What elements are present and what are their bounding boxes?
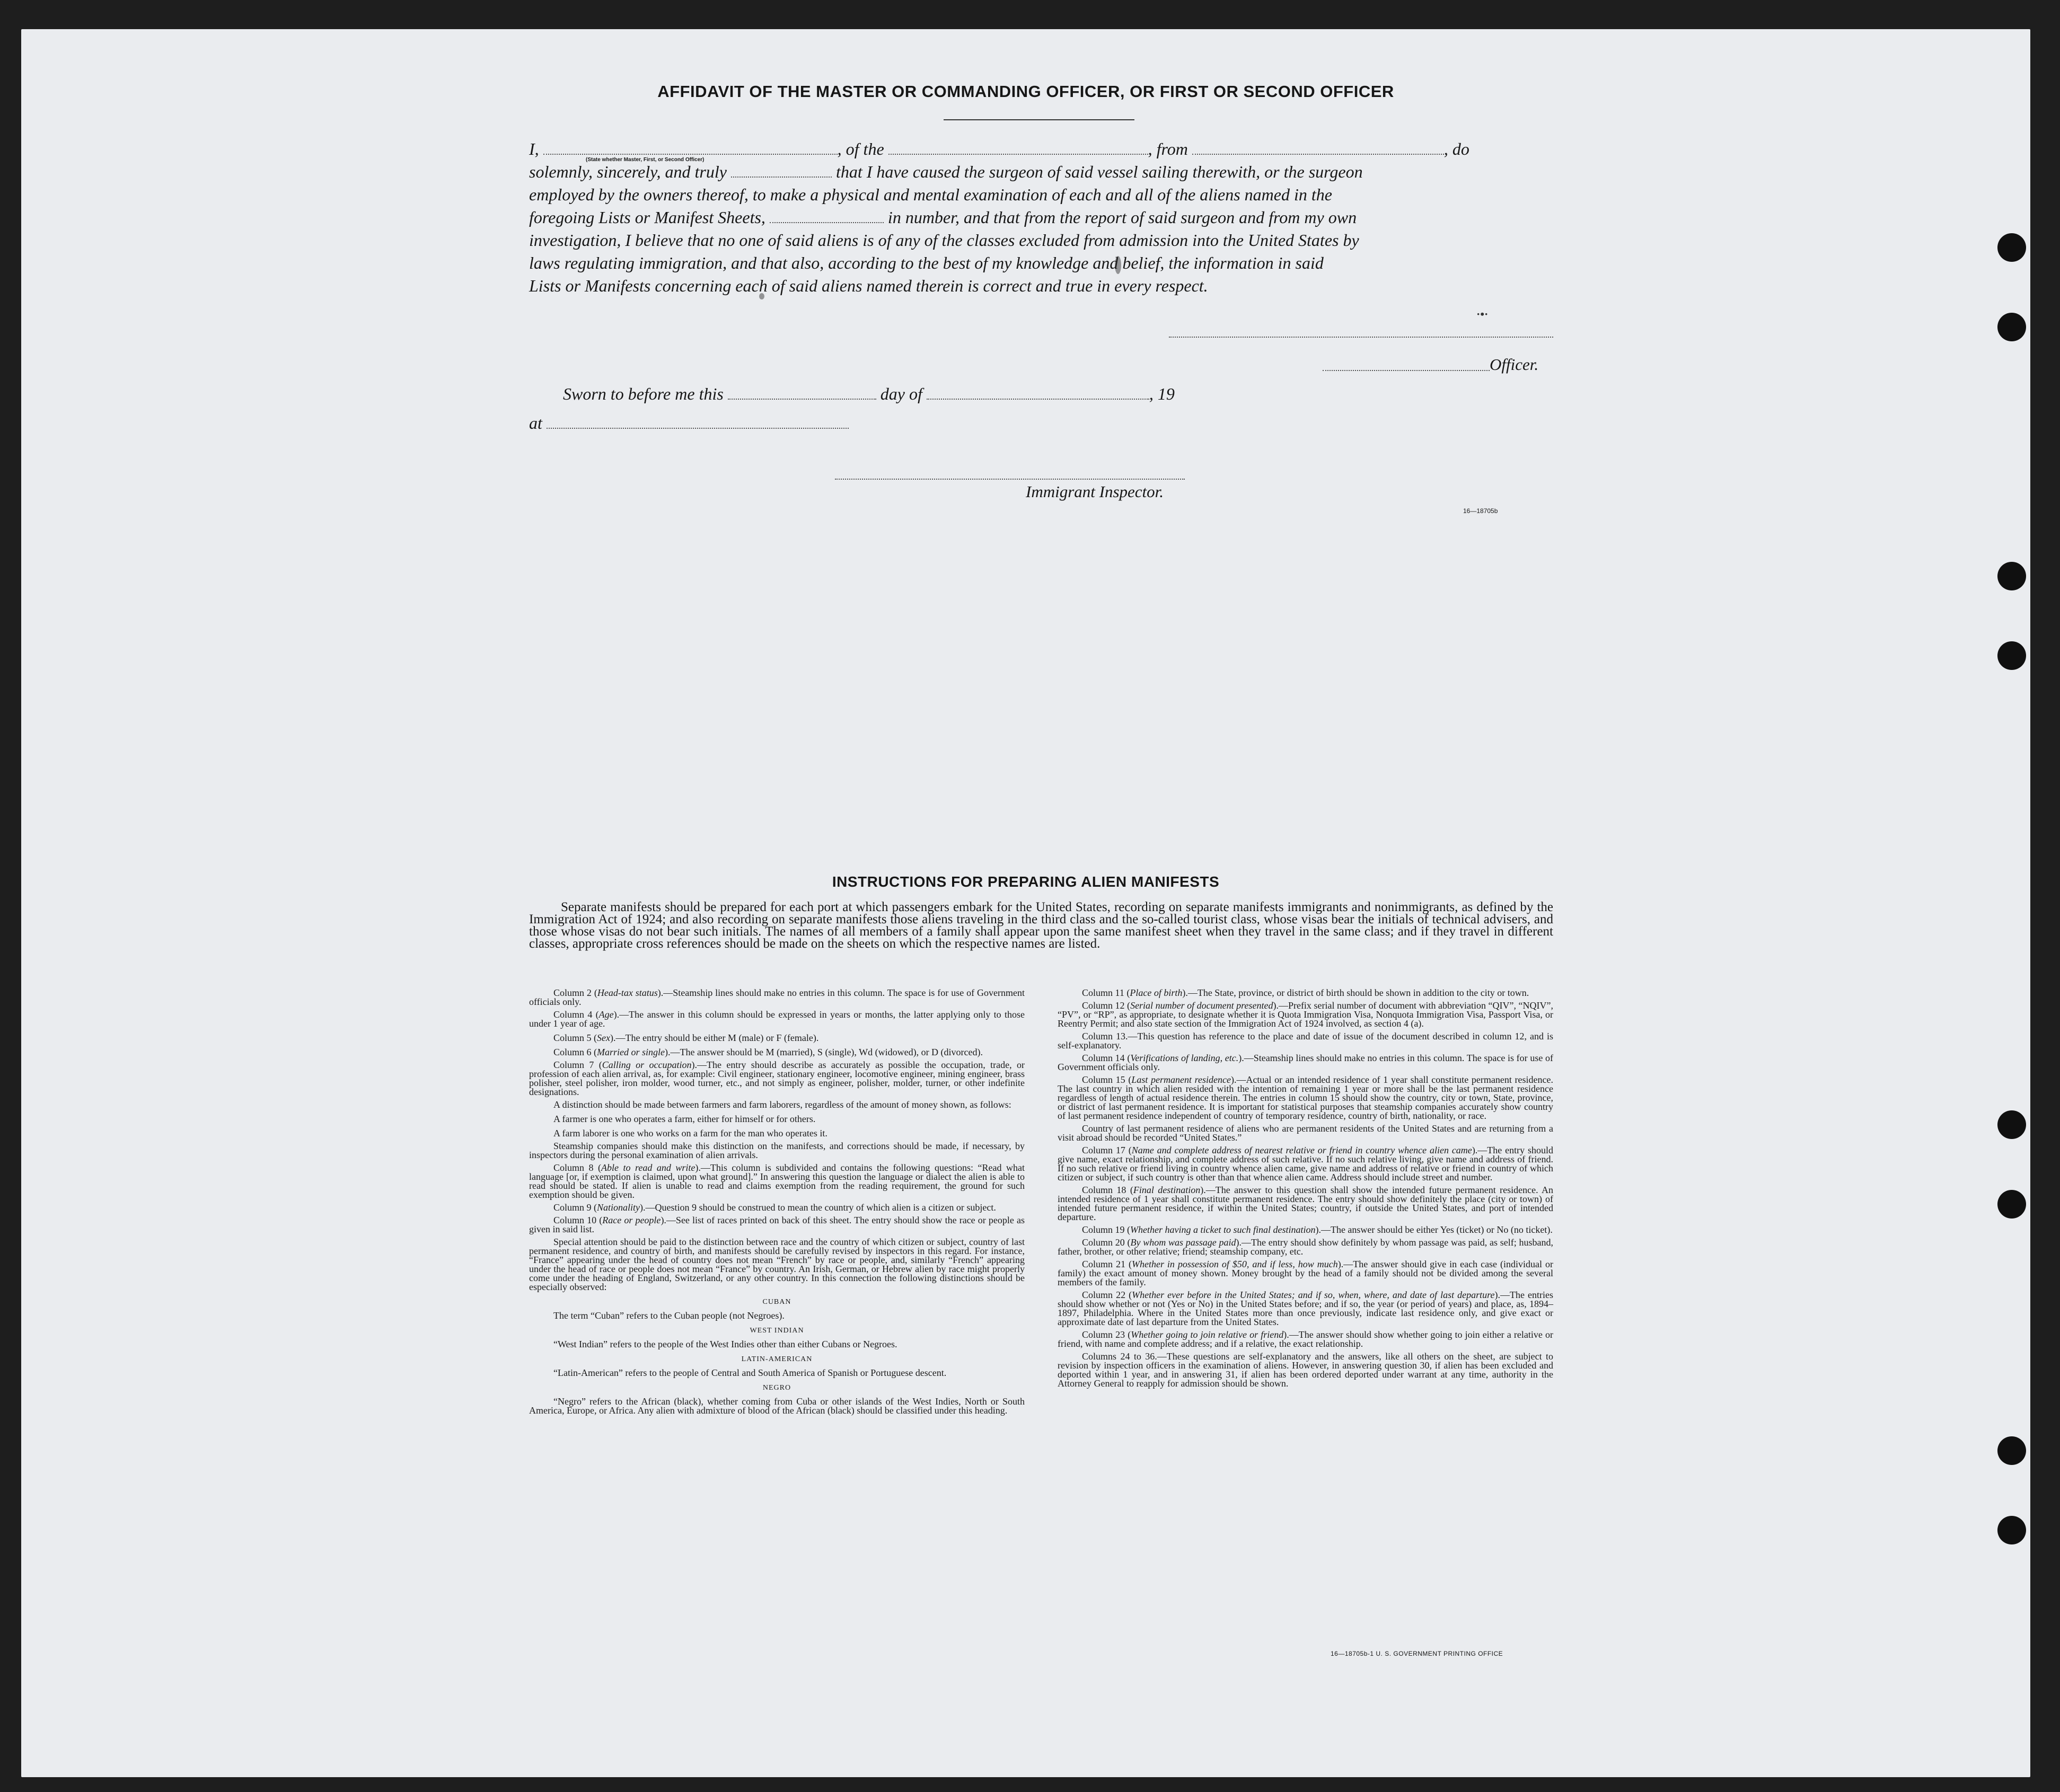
text: —This question has reference to the place and date of issue of the document described in column 12, and is self-explanatory. — [1058, 1031, 1554, 1051]
at-text: at — [529, 413, 542, 432]
em: Whether in possession of $50, and if less, how much — [1131, 1259, 1338, 1269]
em: Race or people — [602, 1215, 661, 1225]
officer-signature-line[interactable] — [1169, 337, 1553, 338]
punch-hole — [1997, 641, 2026, 670]
instruction-para: Steamship companies should make this distinction on the manifests, and corrections should be made, if necessary, by inspectors during the personal examination of alien arrivals. — [529, 1141, 1025, 1160]
em: Final destination — [1133, 1185, 1201, 1195]
instruction-para — [1058, 988, 1553, 997]
instruction-para — [529, 1163, 1025, 1199]
lead: Column 12 ( — [1082, 1000, 1131, 1011]
affidavit-line-5: investigation, I believe that no one of said aliens is of any of the classes excluded from admission into the United States by — [529, 231, 1359, 250]
ink-smudge — [759, 293, 764, 299]
oath-blank[interactable] — [731, 164, 832, 178]
instruction-para — [1058, 1238, 1553, 1256]
instruction-para: A farmer is one who operates a farm, either for himself or for others. — [553, 1114, 816, 1124]
rank-sub-note: (State whether Master, First, or Second Officer) — [586, 157, 705, 163]
lead: Column 13. — [1082, 1031, 1128, 1041]
punch-hole — [1997, 233, 2026, 262]
em: Whether ever before in the United States; and if so, when, where, and date of last departure — [1132, 1290, 1495, 1300]
em: Serial number of document presented — [1130, 1000, 1273, 1011]
instruction-para: A distinction should be made between farmers and farm laborers, regardless of the amount of money shown, as follows: — [553, 1099, 1011, 1110]
text: ).—The entry should describe as accurately as possible the occupation, trade, or profession of each alien arrival, as, for example: Civil engineer, stationary engineer, locomotive engineer, mining engineer, brass polisher, steel polisher, iron molder, wood turner, etc., and not simply as engineer, polisher, molder, turner, or other indefinite designations. — [529, 1060, 1025, 1097]
ink-specks: ·•· — [1476, 307, 1489, 321]
instruction-para: Columns 24 to 36.—These questions are self-explanatory and the answers, like all others on the sheet, are subject to revision by inspection officers in the examination of aliens. However, in answering question 30, if alien has been excluded and deported within 1 year, and in answering 31, if alien has been ordered deported under warrant at any time, authority in the Attorney General to reapply for admission should be shown. — [1058, 1351, 1553, 1389]
instruction-para — [529, 988, 1025, 1007]
race-heading: NEGRO — [762, 1384, 791, 1392]
em: Place of birth — [1130, 987, 1183, 998]
text: ).—The entries should show whether or not (Yes or No) in the United States before; and if so, the year (or period of years) and place, as, 1894–1897, Philadelphia. Where in the United States more than once previously, indicate last residence only, and give exact or approximate date of last departure from the United States. — [1058, 1290, 1553, 1327]
instruction-para — [1058, 1001, 1553, 1028]
inspector-label: Immigrant Inspector. — [1026, 482, 1164, 501]
em: Able to read and write — [601, 1162, 696, 1173]
instruction-para: Special attention should be paid to the distinction between race and the country of which citizen or subject, country of last permanent residence, and country of birth, and manifests should be carefully revised by inspectors in this regard. For instance, “France” appearing under the head of country does not mean “French” by race or people, and, similarly “French” appearing under the head of race or people does not mean “France” by country. An Irish, German, or Hebrew alien by race might properly come under the heading of England, Switzerland, or any other country. In this connection the following distinctions should be especially observed: — [529, 1237, 1025, 1292]
punch-hole — [1997, 313, 2026, 341]
em: Verifications of landing, etc. — [1130, 1053, 1239, 1063]
lead: Column 22 ( — [1082, 1290, 1132, 1300]
em: Whether having a ticket to such final destination — [1130, 1224, 1316, 1235]
officer-rank-blank[interactable] — [543, 141, 838, 155]
sheet-count-blank[interactable] — [770, 209, 884, 223]
instruction-para — [529, 1216, 1025, 1234]
instruction-para — [1058, 1075, 1553, 1120]
affidavit-line-7: Lists or Manifests concerning each of said aliens named therein is correct and true in every respect. — [529, 276, 1208, 295]
form-number: 16—18705b — [1463, 507, 1498, 515]
lead: Column 18 ( — [1082, 1185, 1133, 1195]
em: Name and complete address of nearest relative or friend in country whence alien came — [1131, 1145, 1472, 1155]
text: ).—The answer should be either Yes (ticket) or No (no ticket). — [1315, 1224, 1553, 1235]
race-heading: LATIN-AMERICAN — [741, 1355, 813, 1363]
word-of-the: , of the — [837, 139, 884, 158]
em: Last permanent residence — [1131, 1074, 1231, 1085]
race-heading: CUBAN — [762, 1298, 791, 1306]
lead: Column 23 ( — [1082, 1329, 1131, 1340]
sworn-month-blank[interactable] — [927, 386, 1149, 400]
em: Whether going to join relative or friend — [1131, 1329, 1284, 1340]
word-do: , do — [1443, 139, 1469, 158]
text: ).—The answer should be M (married), S (single), Wd (widowed), or D (divorced). — [665, 1047, 983, 1057]
officer-rank-line[interactable] — [1323, 370, 1490, 371]
instruction-para — [1058, 1291, 1553, 1327]
punch-hole — [1997, 1436, 2026, 1465]
instructions-intro: Separate manifests should be prepared for each port at which passengers embark for the United States, recording on separate manifests immigrants and nonimmigrants, as defined by the Immigration Act of 1924; and also recording on separate manifests those aliens traveling in the third class and the so-called tourist class, whose visas bear the initials of technical advisers, and those whose visas do not bear such initials. The names of all members of a family shall appear upon the same manifest sheet when they travel in the same class; and if they travel in different classes, appropriate cross references should be made on the sheets on which the respective names are listed. — [529, 900, 1553, 951]
text: ).—The answer in this column should be expressed in years or months, the latter applying only to those under 1 year of age. — [529, 1009, 1025, 1029]
text: ).—Question 9 should be construed to mean the country of which alien is a citizen or subject. — [640, 1202, 996, 1213]
sworn-place-blank[interactable] — [547, 415, 849, 429]
em: Sex — [597, 1032, 610, 1043]
sworn-line — [563, 384, 1175, 404]
affidavit-text: foregoing Lists or Manifest Sheets, — [529, 208, 765, 227]
word-i: I, — [529, 139, 539, 158]
text: ).—The answer should show whether going to join either a relative or friend, with name and complete address; and if a relative, the exact relationship. — [1058, 1329, 1553, 1349]
text: ).—Prefix serial number of document with abbreviation “QIV”, “NQIV”, “PV”, or “RP”, as appropriate, to designate whether it is Quota Immigration Visa, Nonquota Immigration Visa, Passport Visa, or Reentry Permit; and also state section of the Immigration Act of 1924 involved, as section 4 (a). — [1058, 1000, 1553, 1029]
affidavit-text: in number, and that from the report of said surgeon and from my own — [887, 208, 1357, 227]
text: ).—The answer should give in each case (individual or family) the exact amount of money shown. Money brought by the head of a family should not be divided among the several members of the family. — [1058, 1259, 1553, 1287]
instruction-para — [1058, 1032, 1553, 1050]
race-definition: “Latin-American” refers to the people of Central and South America of Spanish or Portuguese descent. — [553, 1367, 947, 1378]
instructions-right-column — [1058, 988, 1553, 1392]
instructions-left-column — [529, 988, 1025, 1419]
instruction-para — [1058, 1330, 1553, 1348]
affidavit-line-2 — [529, 161, 1552, 183]
lead: Column 6 ( — [553, 1047, 597, 1057]
sworn-text: Sworn to before me this — [563, 384, 724, 403]
affidavit-text: solemnly, sincerely, and truly — [529, 162, 727, 181]
sworn-day-blank[interactable] — [728, 386, 876, 400]
instruction-para — [529, 1061, 1025, 1097]
text: ).—The State, province, or district of birth should be shown in addition to the city or town. — [1182, 987, 1529, 998]
punch-hole — [1997, 1110, 2026, 1139]
text: ).—Actual or an intended residence of 1 year shall constitute permanent residence. The last country in which alien resided with the intention of remaining 1 year or more shall be the last permanent residence regardless of length of actual residence therein. The entries in column 15 should show the country, city or town, State, province, or district of last permanent residence. It is important for statistical purposes that steamship companies accurately show country of last permanent residence independent of country of temporary residence, country of birth, nationality, or race. — [1058, 1074, 1553, 1121]
instruction-para — [1058, 1186, 1553, 1222]
lead: Column 21 ( — [1082, 1259, 1132, 1269]
race-definition: The term “Cuban” refers to the Cuban people (not Negroes). — [553, 1310, 785, 1321]
lead: Column 4 ( — [553, 1009, 599, 1020]
em: Nationality — [597, 1202, 640, 1213]
lead: Column 11 ( — [1082, 987, 1130, 998]
text: ).—The answer to this question shall show the intended future permanent residence. An intended residence of 1 year shall constitute permanent residence. The entry should show definitely the place (city or town) of intended future permanent residence, if within the United States; country, if outside the United States, and port of intended departure. — [1058, 1185, 1553, 1222]
race-definition: “Negro” refers to the African (black), whether coming from Cuba or other islands of the West Indies, North or South America, Europe, or Africa. Any alien with admixture of blood of the African (black) should be classified under this heading. — [529, 1396, 1025, 1416]
lead: Column 8 ( — [553, 1162, 602, 1173]
lead: Column 17 ( — [1082, 1145, 1132, 1155]
punch-hole — [1997, 562, 2026, 590]
em: Calling or occupation — [602, 1060, 692, 1070]
instruction-para — [1058, 1146, 1553, 1182]
ink-smudge — [1115, 256, 1121, 274]
at-line — [529, 413, 849, 433]
instruction-para — [529, 1010, 1025, 1028]
lead: Column 9 ( — [553, 1202, 597, 1213]
port-blank[interactable] — [1192, 141, 1444, 155]
instruction-para — [1058, 1225, 1553, 1234]
text: ).—The entry should give name, exact relationship, and complete address of such relative. If no such relative living, give name and address of friend. If no such relative or friend living in country whence alien came, give name and address of relative or friend in country of which citizen or subject, if such country is other than that whence alien came. Address should include street and number. — [1058, 1145, 1554, 1182]
affidavit-line-3: employed by the owners thereof, to make a physical and mental examination of each and all of the aliens named in the — [529, 185, 1332, 204]
instructions-title: INSTRUCTIONS FOR PREPARING ALIEN MANIFESTS — [832, 873, 1220, 890]
lead: Column 5 ( — [553, 1032, 597, 1043]
word-from: , from — [1148, 139, 1188, 158]
lead: Column 20 ( — [1082, 1237, 1131, 1248]
em: Head-tax status — [597, 987, 658, 998]
em: By whom was passage paid — [1130, 1237, 1236, 1248]
document-page — [21, 29, 2030, 1777]
lead: Column 19 ( — [1082, 1224, 1131, 1235]
punch-hole — [1997, 1190, 2026, 1219]
printing-office-footer: 16—18705b-1 U. S. GOVERNMENT PRINTING OFFICE — [1331, 1650, 1503, 1657]
lead: Column 14 ( — [1082, 1053, 1131, 1063]
lead: Column 7 ( — [553, 1060, 602, 1070]
lead: Column 2 ( — [553, 987, 597, 998]
sworn-text: day of — [880, 384, 922, 403]
vessel-name-blank[interactable] — [888, 141, 1148, 155]
instruction-para — [529, 1203, 1025, 1212]
lead: Column 15 ( — [1082, 1074, 1132, 1085]
affidavit-title: AFFIDAVIT OF THE MASTER OR COMMANDING OFFICER, OR FIRST OR SECOND OFFICER — [657, 82, 1394, 101]
manifest-sheet — [21, 29, 2030, 1777]
em: Married or single — [597, 1047, 665, 1057]
text: ).—The entry should show definitely by whom passage was paid, as self; husband, father, brother, or other relative; friend; steamship company, etc. — [1058, 1237, 1553, 1257]
affidavit-line-6: laws regulating immigration, and that also, according to the best of my knowledge and belief, the information in said — [529, 253, 1324, 272]
text: ).—See list of races printed on back of this sheet. The entry should show the race or people as given in said list. — [529, 1215, 1025, 1234]
text: ).—Steamship lines should make no entries in this column. The space is for use of Government officials only. — [529, 987, 1025, 1007]
instruction-para — [529, 1034, 1025, 1043]
sworn-year: , 19 — [1149, 384, 1175, 403]
text: ).—The entry should be either M (male) or F (female). — [610, 1032, 819, 1043]
affidavit-text: that I have caused the surgeon of said vessel sailing therewith, or the surgeon — [835, 162, 1363, 181]
affidavit-line-4 — [529, 206, 1552, 229]
text: ).—Steamship lines should make no entries in this column. The space is for use of Government officials only. — [1058, 1053, 1553, 1072]
instruction-para — [1058, 1260, 1553, 1287]
race-definition: “West Indian” refers to the people of the West Indies other than either Cubans or Negroes. — [553, 1339, 897, 1349]
punch-hole — [1997, 1516, 2026, 1544]
inspector-signature-line[interactable] — [835, 479, 1185, 480]
race-heading: WEST INDIAN — [750, 1327, 804, 1335]
instruction-para — [529, 1048, 1025, 1057]
text: ).—This column is subdivided and contains the following questions: “Read what language [or, if exemption is claimed, upon what ground].” In answering this question the language or dialect the alien is able to read should be stated. If alien is unable to read and claims exemption from the reading requirement, the ground for such exemption should be given. — [529, 1162, 1025, 1200]
lead: Column 10 ( — [553, 1215, 603, 1225]
officer-label: Officer. — [1490, 355, 1539, 374]
instruction-para: Country of last permanent residence of aliens who are permanent residents of the United States and are returning from a visit abroad should be recorded “United States.” — [1058, 1123, 1553, 1143]
title-rule — [944, 119, 1134, 120]
instruction-para — [1058, 1054, 1553, 1072]
em: Age — [598, 1009, 614, 1020]
instruction-para: A farm laborer is one who works on a farm for the man who operates it. — [553, 1128, 827, 1138]
